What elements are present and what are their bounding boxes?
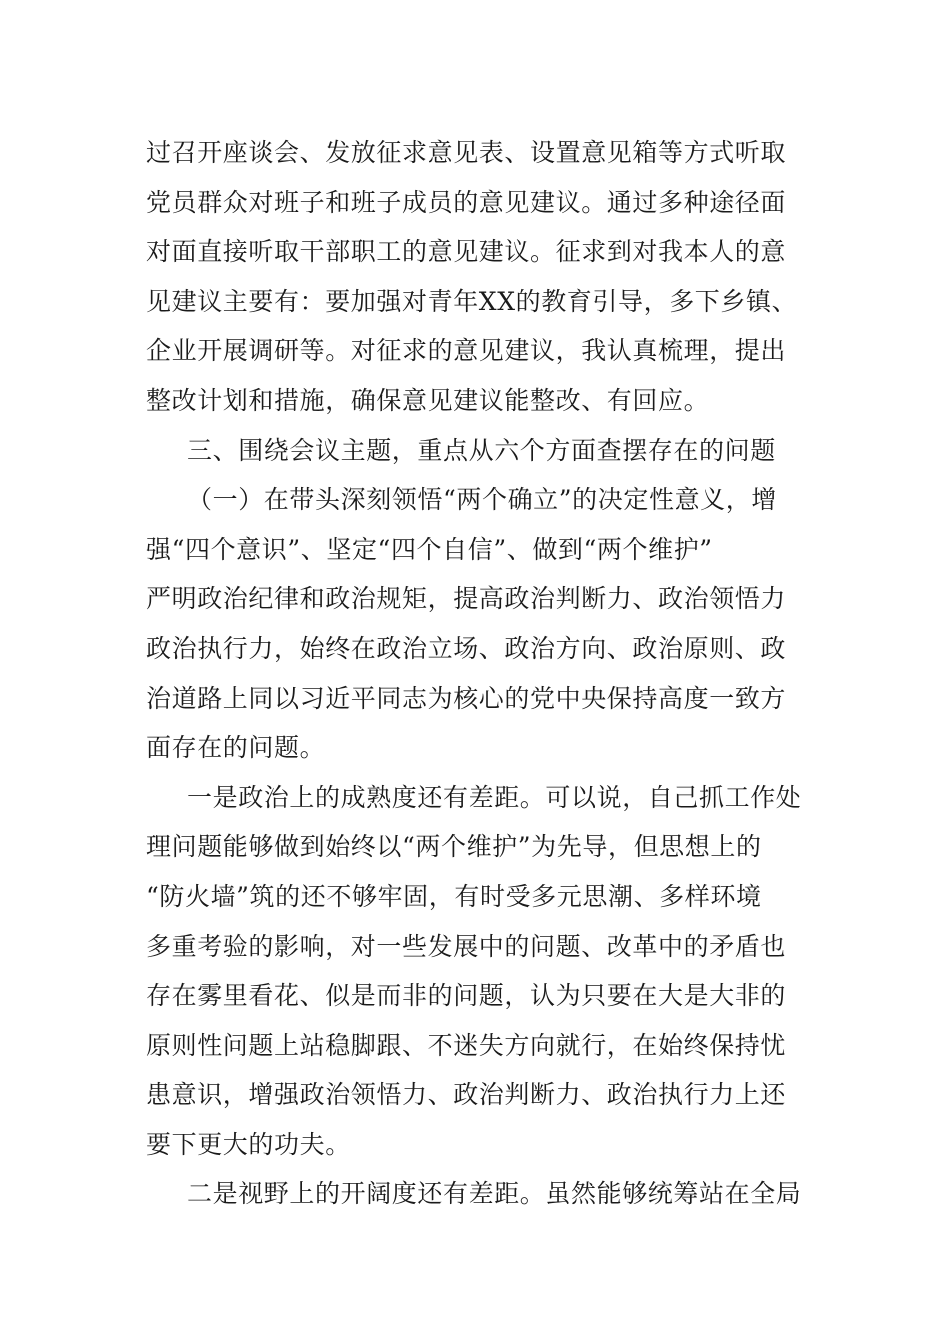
text-line: 对面直接听取干部职工的意见建议。征求到对我本人的意 xyxy=(146,237,787,267)
text-line: 要下更大的功夫。 xyxy=(146,1129,351,1159)
text-line: 多重考验的影响，对一些发展中的问题、改革中的矛盾也 xyxy=(146,931,787,961)
section-heading: 三、围绕会议主题，重点从六个方面查摆存在的问题 xyxy=(187,435,776,465)
text-line: 党员群众对班子和班子成员的意见建议。通过多种途径面 xyxy=(146,187,787,217)
text-line: 治道路上同以习近平同志为核心的党中央保持高度一致方 xyxy=(146,683,787,713)
text-line: 存在雾里看花、似是而非的问题，认为只要在大是大非的 xyxy=(146,981,787,1011)
text-line: 患意识，增强政治领悟力、政治判断力、政治执行力上还 xyxy=(146,1080,787,1110)
text-line: 企业开展调研等。对征求的意见建议，我认真梳理，提出 xyxy=(146,336,787,366)
text-line: “防火墙”筑的还不够牢固，有时受多元思潮、多样环境 xyxy=(146,881,762,911)
subsection-heading: （一）在带头深刻领悟“两个确立”的决定性意义，增 xyxy=(187,485,777,515)
text-line: 原则性问题上站稳脚跟、不迷失方向就行，在始终保持忧 xyxy=(146,1030,787,1060)
text-line: 政治执行力，始终在政治立场、政治方向、政治原则、政 xyxy=(146,633,787,663)
paragraph-start: 一是政治上的成熟度还有差距。可以说，自己抓工作处 xyxy=(187,782,802,812)
paragraph-start: 二是视野上的开阔度还有差距。虽然能够统筹站在全局 xyxy=(187,1179,802,1209)
document-body xyxy=(146,128,810,1219)
text-line: 整改计划和措施，确保意见建议能整改、有回应。 xyxy=(146,385,710,415)
text-line: 面存在的问题。 xyxy=(146,733,326,763)
text-line: 理问题能够做到始终以“两个维护”为先导，但思想上的 xyxy=(146,832,762,862)
text-line: 严明政治纪律和政治规矩，提高政治判断力、政治领悟力 xyxy=(146,584,787,614)
text-line: 过召开座谈会、发放征求意见表、设置意见箱等方式听取 xyxy=(146,138,787,167)
text-line: 见建议主要有：要加强对青年XX的教育引导，多下乡镇、 xyxy=(146,286,798,316)
text-line: 强“四个意识”、坚定“四个自信”、做到“两个维护” xyxy=(146,534,713,564)
